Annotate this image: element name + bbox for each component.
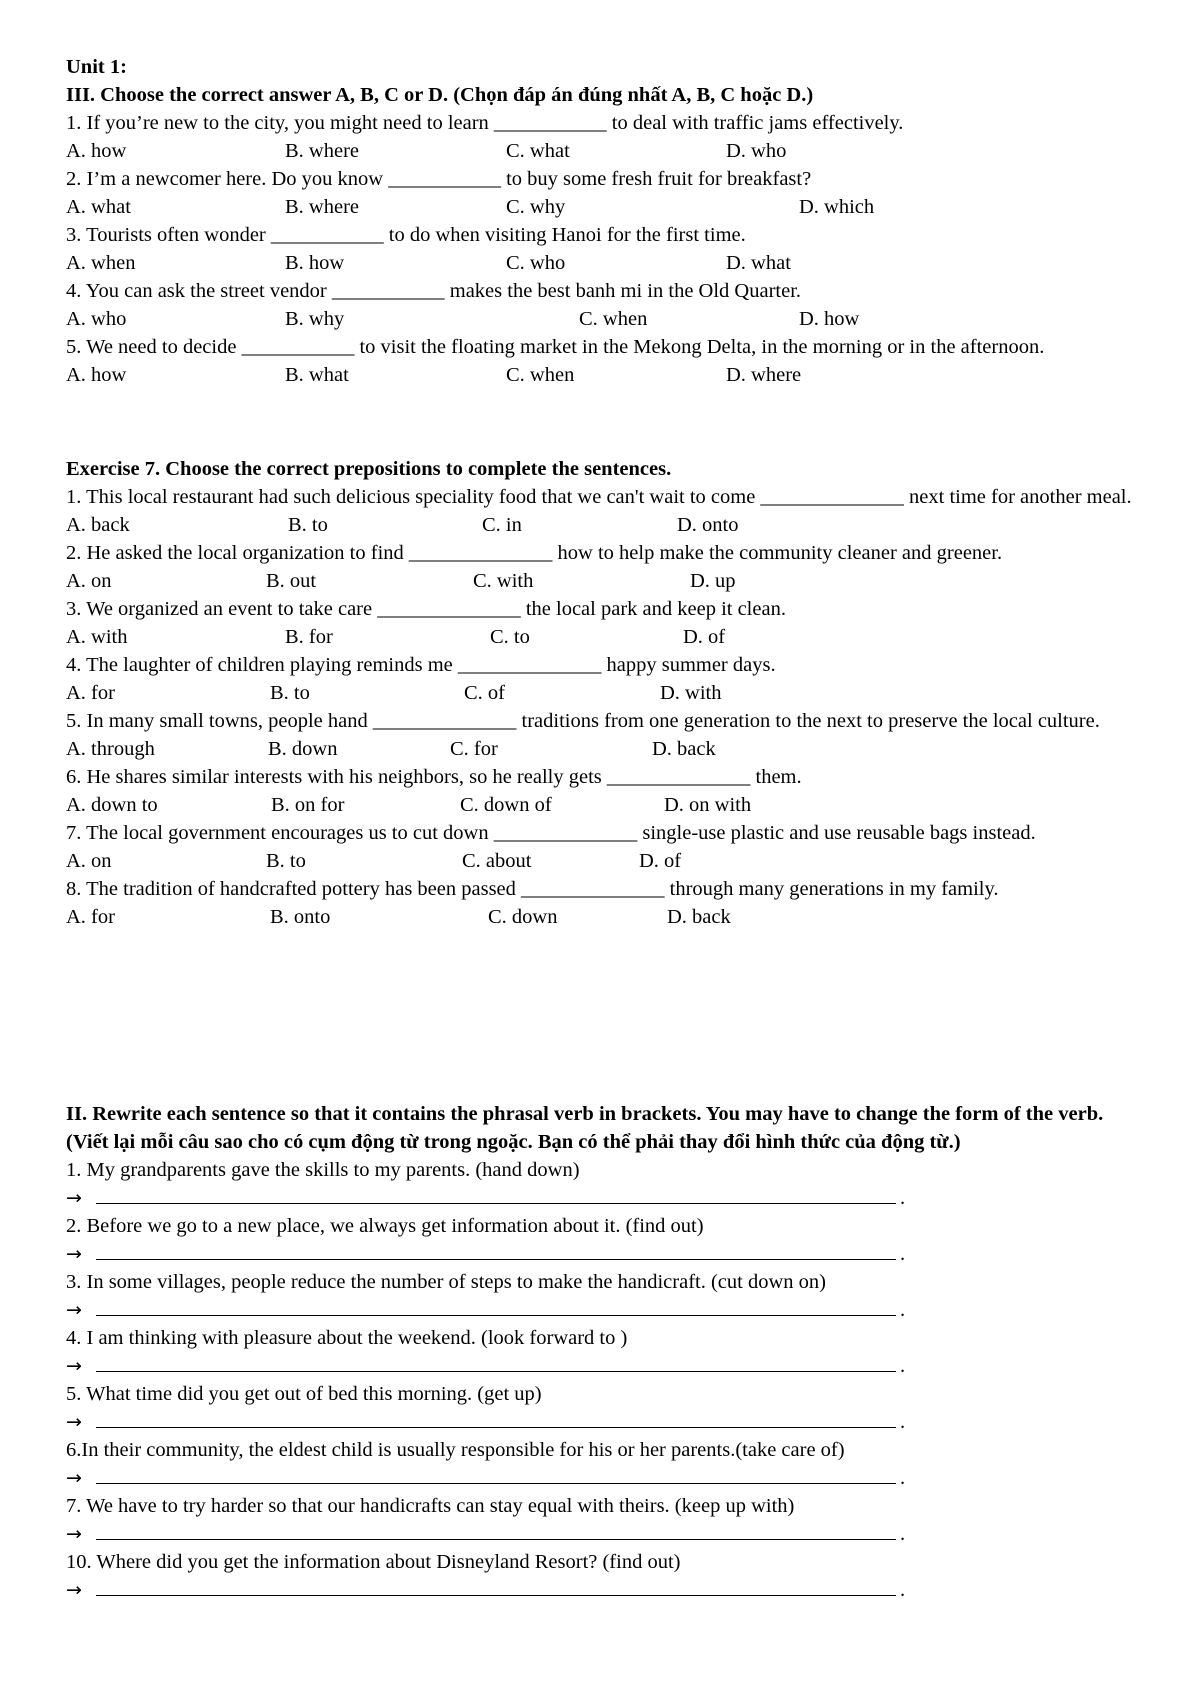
- option-b[interactable]: B. what: [285, 364, 349, 386]
- option-b[interactable]: B. for: [285, 626, 333, 648]
- answer-blank[interactable]: [96, 1465, 896, 1484]
- question-text: 3. Tourists often wonder ___________ to do when visiting Hanoi for the first time.: [66, 224, 746, 246]
- option-b[interactable]: B. on for: [271, 794, 345, 816]
- question-text: 5. In many small towns, people hand ______________ traditions from one generation to the next to preserve the local culture.: [66, 710, 1100, 732]
- option-c[interactable]: C. with: [473, 570, 534, 592]
- arrow-right-icon: →: [66, 1243, 82, 1265]
- answer-options: [66, 361, 1146, 389]
- arrow-right-icon: →: [66, 1299, 82, 1321]
- answer-options: [66, 305, 1146, 333]
- option-c[interactable]: C. of: [464, 682, 505, 704]
- option-c[interactable]: C. down: [488, 906, 558, 928]
- section-iii: [66, 53, 1146, 389]
- option-a[interactable]: A. how: [66, 140, 127, 162]
- option-c[interactable]: C. about: [462, 850, 532, 872]
- answer-line: [66, 1184, 1146, 1212]
- option-d[interactable]: D. up: [690, 570, 736, 592]
- exercise-7-title: Exercise 7. Choose the correct prepositions to complete the sentences.: [66, 458, 672, 480]
- rewrite-prompt: 2. Before we go to a new place, we always get information about it. (find out): [66, 1215, 704, 1237]
- option-a[interactable]: A. on: [66, 570, 112, 592]
- option-d[interactable]: D. back: [652, 738, 716, 760]
- option-c[interactable]: C. for: [450, 738, 498, 760]
- question-text: 6. He shares similar interests with his neighbors, so he really gets ______________ them.: [66, 766, 802, 788]
- answer-line: [66, 1296, 1146, 1324]
- end-period: .: [900, 1299, 906, 1321]
- option-d[interactable]: D. where: [726, 364, 802, 386]
- end-period: .: [900, 1355, 906, 1377]
- option-c[interactable]: C. when: [506, 364, 575, 386]
- end-period: .: [900, 1411, 906, 1433]
- answer-blank[interactable]: [96, 1577, 896, 1596]
- question-text: 3. We organized an event to take care ______________ the local park and keep it clean.: [66, 598, 786, 620]
- option-a[interactable]: A. on: [66, 850, 112, 872]
- option-c[interactable]: C. what: [506, 140, 570, 162]
- answer-options: [66, 249, 1146, 277]
- question-text: 1. If you’re new to the city, you might need to learn ___________ to deal with traffic jams effectively.: [66, 112, 904, 134]
- arrow-right-icon: →: [66, 1579, 82, 1601]
- answer-line: [66, 1464, 1146, 1492]
- end-period: .: [900, 1523, 906, 1545]
- answer-blank[interactable]: [96, 1185, 896, 1204]
- answer-blank[interactable]: [96, 1521, 896, 1540]
- answer-blank[interactable]: [96, 1409, 896, 1428]
- option-d[interactable]: D. of: [683, 626, 726, 648]
- option-c[interactable]: C. when: [579, 308, 648, 330]
- option-b[interactable]: B. down: [268, 738, 338, 760]
- answer-options: [66, 567, 1146, 595]
- answer-options: [66, 735, 1146, 763]
- section-ii: [66, 1100, 1146, 1604]
- rewrite-prompt: 3. In some villages, people reduce the number of steps to make the handicraft. (cut down on): [66, 1271, 826, 1293]
- rewrite-prompt: 1. My grandparents gave the skills to my parents. (hand down): [66, 1159, 580, 1181]
- section-ii-title: II. Rewrite each sentence so that it contains the phrasal verb in brackets. You may have to change the form of the verb. (Viết lại mỗi câu sao cho có cụm động từ trong ngoặc. Bạn có thể phải thay đổi hình thức của động từ.): [66, 1103, 1104, 1153]
- arrow-right-icon: →: [66, 1467, 82, 1489]
- end-period: .: [900, 1579, 906, 1601]
- unit-title: Unit 1:: [66, 56, 127, 78]
- answer-blank[interactable]: [96, 1241, 896, 1260]
- option-a[interactable]: A. with: [66, 626, 128, 648]
- option-a[interactable]: A. for: [66, 682, 115, 704]
- option-b[interactable]: B. to: [270, 682, 310, 704]
- answer-options: [66, 679, 1146, 707]
- option-c[interactable]: C. in: [482, 514, 522, 536]
- answer-line: [66, 1408, 1146, 1436]
- answer-options: [66, 511, 1146, 539]
- option-b[interactable]: B. how: [285, 252, 345, 274]
- option-c[interactable]: C. down of: [460, 794, 552, 816]
- answer-line: [66, 1352, 1146, 1380]
- answer-blank[interactable]: [96, 1297, 896, 1316]
- option-d[interactable]: D. with: [660, 682, 722, 704]
- arrow-right-icon: →: [66, 1523, 82, 1545]
- option-b[interactable]: B. to: [288, 514, 328, 536]
- answer-options: [66, 847, 1146, 875]
- option-b[interactable]: B. why: [285, 308, 345, 330]
- option-a[interactable]: A. back: [66, 514, 130, 536]
- question-text: 2. I’m a newcomer here. Do you know ___________ to buy some fresh fruit for breakfast?: [66, 168, 812, 190]
- option-b[interactable]: B. where: [285, 140, 360, 162]
- answer-options: [66, 623, 1146, 651]
- answer-options: [66, 791, 1146, 819]
- question-text: 7. The local government encourages us to cut down ______________ single-use plastic and use reusable bags instead.: [66, 822, 1036, 844]
- answer-line: [66, 1520, 1146, 1548]
- option-d[interactable]: D. of: [639, 850, 682, 872]
- end-period: .: [900, 1187, 906, 1209]
- option-b[interactable]: B. to: [266, 850, 306, 872]
- question-text: 4. The laughter of children playing reminds me ______________ happy summer days.: [66, 654, 776, 676]
- question-text: 8. The tradition of handcrafted pottery has been passed ______________ through many generations in my family.: [66, 878, 999, 900]
- answer-options: [66, 137, 1146, 165]
- end-period: .: [900, 1467, 906, 1489]
- end-period: .: [900, 1243, 906, 1265]
- question-text: 4. You can ask the street vendor ___________ makes the best banh mi in the Old Quarter.: [66, 280, 802, 302]
- option-a[interactable]: A. who: [66, 308, 127, 330]
- question-text: 1. This local restaurant had such delicious speciality food that we can't wait to come ______________ next time for another meal.: [66, 486, 1132, 508]
- exercise-7: [66, 455, 1146, 931]
- option-d[interactable]: D. how: [799, 308, 860, 330]
- arrow-right-icon: →: [66, 1355, 82, 1377]
- rewrite-prompt: 5. What time did you get out of bed this morning. (get up): [66, 1383, 542, 1405]
- option-a[interactable]: A. through: [66, 738, 155, 760]
- option-b[interactable]: B. onto: [270, 906, 331, 928]
- option-d[interactable]: D. onto: [677, 514, 739, 536]
- answer-line: [66, 1240, 1146, 1268]
- answer-line: [66, 1576, 1146, 1604]
- answer-blank[interactable]: [96, 1353, 896, 1372]
- rewrite-prompt: 4. I am thinking with pleasure about the weekend. (look forward to ): [66, 1327, 628, 1349]
- option-d[interactable]: D. what: [726, 252, 791, 274]
- question-text: 2. He asked the local organization to find ______________ how to help make the community cleaner and greener.: [66, 542, 1003, 564]
- option-a[interactable]: A. how: [66, 364, 127, 386]
- answer-options: [66, 193, 1146, 221]
- arrow-right-icon: →: [66, 1411, 82, 1433]
- rewrite-prompt: 6.In their community, the eldest child is usually responsible for his or her parents.(take care of): [66, 1439, 845, 1461]
- option-a[interactable]: A. down to: [66, 794, 158, 816]
- option-a[interactable]: A. when: [66, 252, 136, 274]
- option-a[interactable]: A. for: [66, 906, 115, 928]
- option-d[interactable]: D. who: [726, 140, 787, 162]
- question-text: 5. We need to decide ___________ to visit the floating market in the Mekong Delta, in the morning or in the afternoon.: [66, 336, 1045, 358]
- option-a[interactable]: A. what: [66, 196, 131, 218]
- option-d[interactable]: D. back: [667, 906, 731, 928]
- arrow-right-icon: →: [66, 1187, 82, 1209]
- rewrite-prompt: 10. Where did you get the information about Disneyland Resort? (find out): [66, 1551, 681, 1573]
- option-b[interactable]: B. out: [266, 570, 317, 592]
- option-c[interactable]: C. who: [506, 252, 566, 274]
- answer-options: [66, 903, 1146, 931]
- option-d[interactable]: D. which: [799, 196, 875, 218]
- option-d[interactable]: D. on with: [664, 794, 752, 816]
- option-c[interactable]: C. to: [490, 626, 530, 648]
- option-b[interactable]: B. where: [285, 196, 360, 218]
- section-iii-title: III. Choose the correct answer A, B, C or D. (Chọn đáp án đúng nhất A, B, C hoặc D.): [66, 84, 814, 106]
- option-c[interactable]: C. why: [506, 196, 566, 218]
- rewrite-prompt: 7. We have to try harder so that our handicrafts can stay equal with theirs. (keep up with): [66, 1495, 795, 1517]
